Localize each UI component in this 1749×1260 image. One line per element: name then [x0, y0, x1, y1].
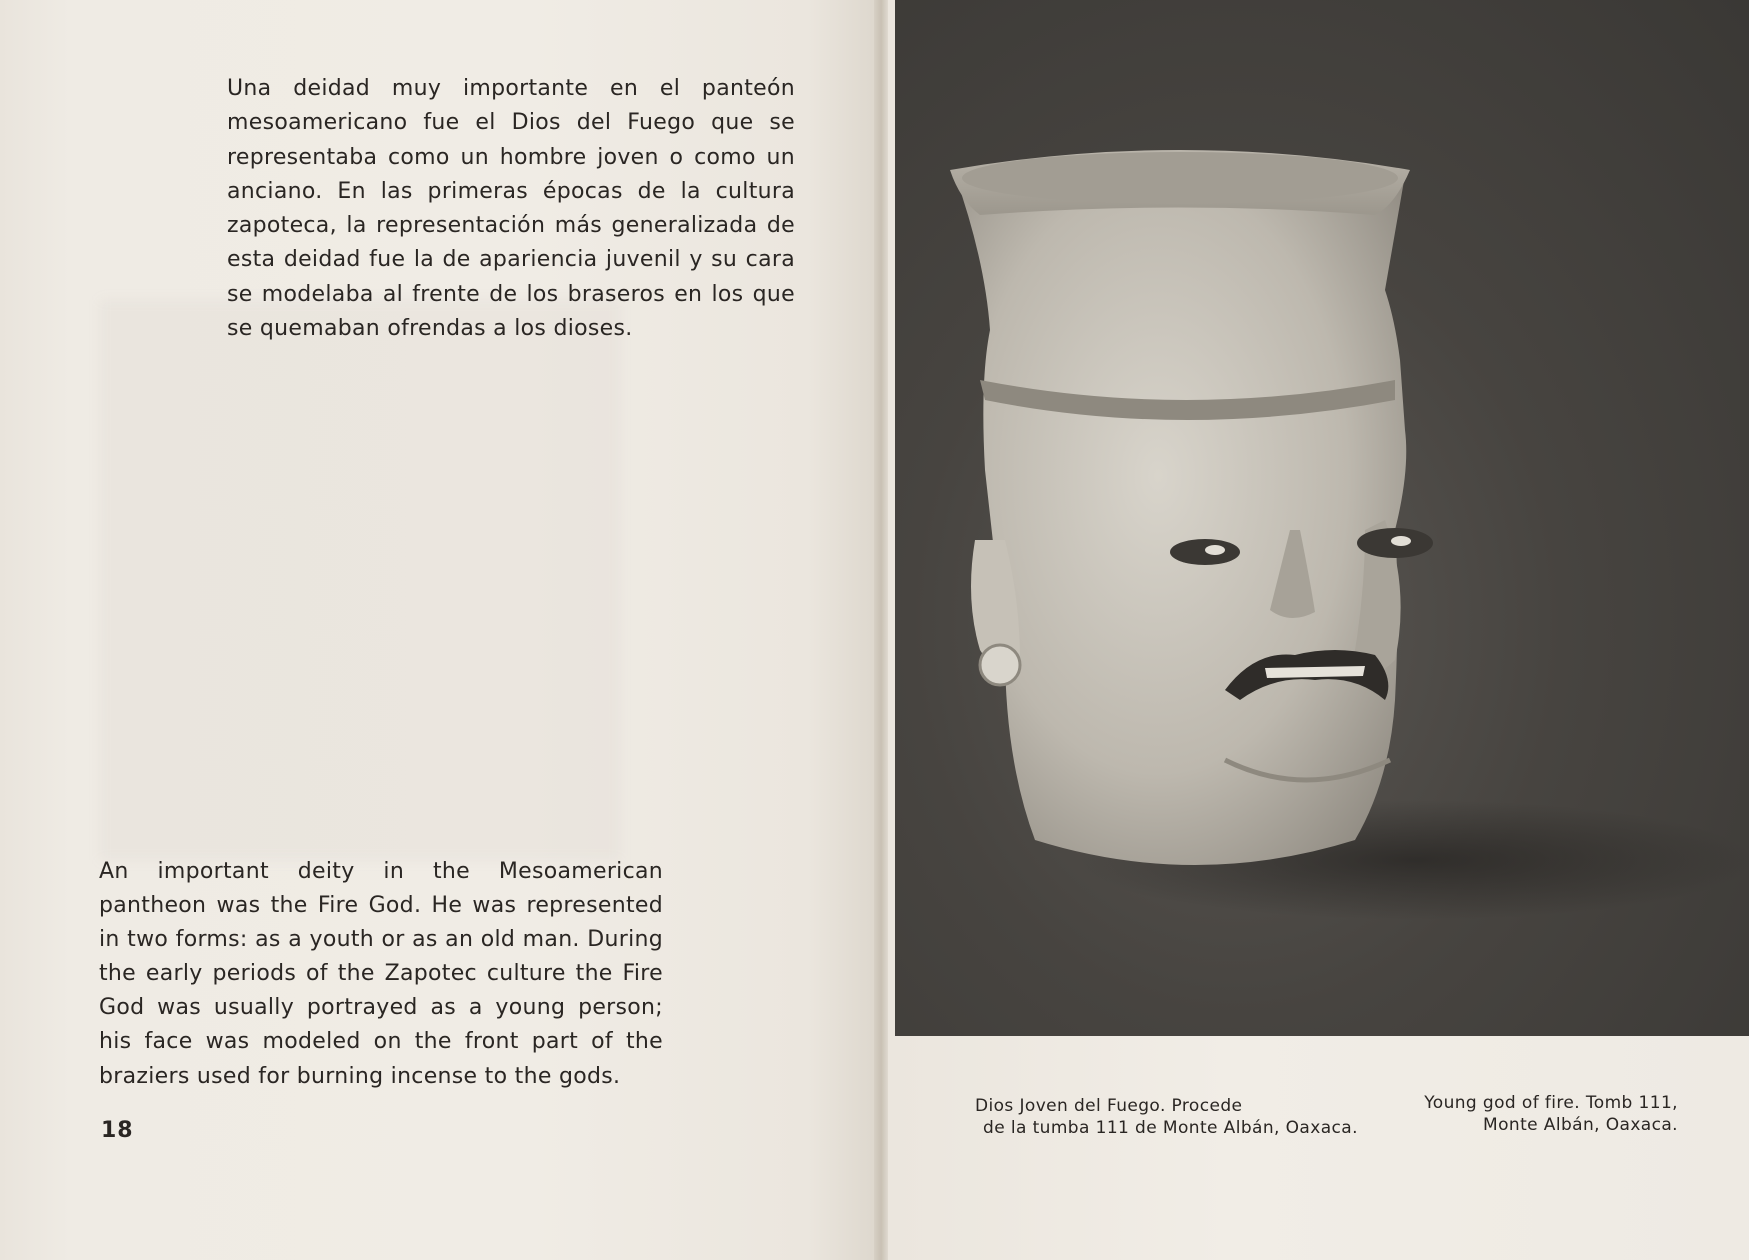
right-eye-white — [1391, 536, 1411, 546]
left-earspool — [980, 645, 1020, 685]
caption-english-line-1: Young god of fire. Tomb 111, — [1424, 1093, 1678, 1113]
left-eye — [1170, 539, 1240, 565]
spanish-paragraph: Una deidad muy importante en el panteón mesoamericano fue el Dios del Fuego que se representaba como un hombre joven o como un anciano. En las primeras épocas de la cultura zapoteca, la representación más generalizada de esta deidad fue la de apariencia juvenil y su cara se modelaba al frente de los braseros en los que se quemaban ofrendas a los dioses. — [227, 76, 795, 342]
caption-english — [1390, 1092, 1678, 1136]
caption-english-line-2: Monte Albán, Oaxaca. — [1483, 1115, 1678, 1135]
caption-spanish — [975, 1095, 1390, 1139]
fire-god-photograph — [895, 0, 1749, 1036]
brazier-body — [955, 158, 1406, 866]
rim-opening — [962, 152, 1398, 204]
english-paragraph: An important deity in the Mesoamerican pantheon was the Fire God. He was represented in two forms: as a youth or as an old man. During the early periods of the Zapotec culture the Fire God was usually portrayed as a young person; his face was modeled on the front part of the braziers used for burning incense to the gods. — [99, 859, 663, 1089]
show-through-shadow — [100, 300, 620, 860]
teeth — [1265, 666, 1365, 678]
left-eye-white — [1205, 545, 1225, 555]
caption-spanish-line-1: Dios Joven del Fuego. Procede — [975, 1096, 1243, 1116]
caption-spanish-line-2: de la tumba 111 de Monte Albán, Oaxaca. — [983, 1118, 1358, 1138]
page-number: 18 — [101, 1118, 134, 1143]
brazier-illustration — [895, 0, 1749, 1036]
